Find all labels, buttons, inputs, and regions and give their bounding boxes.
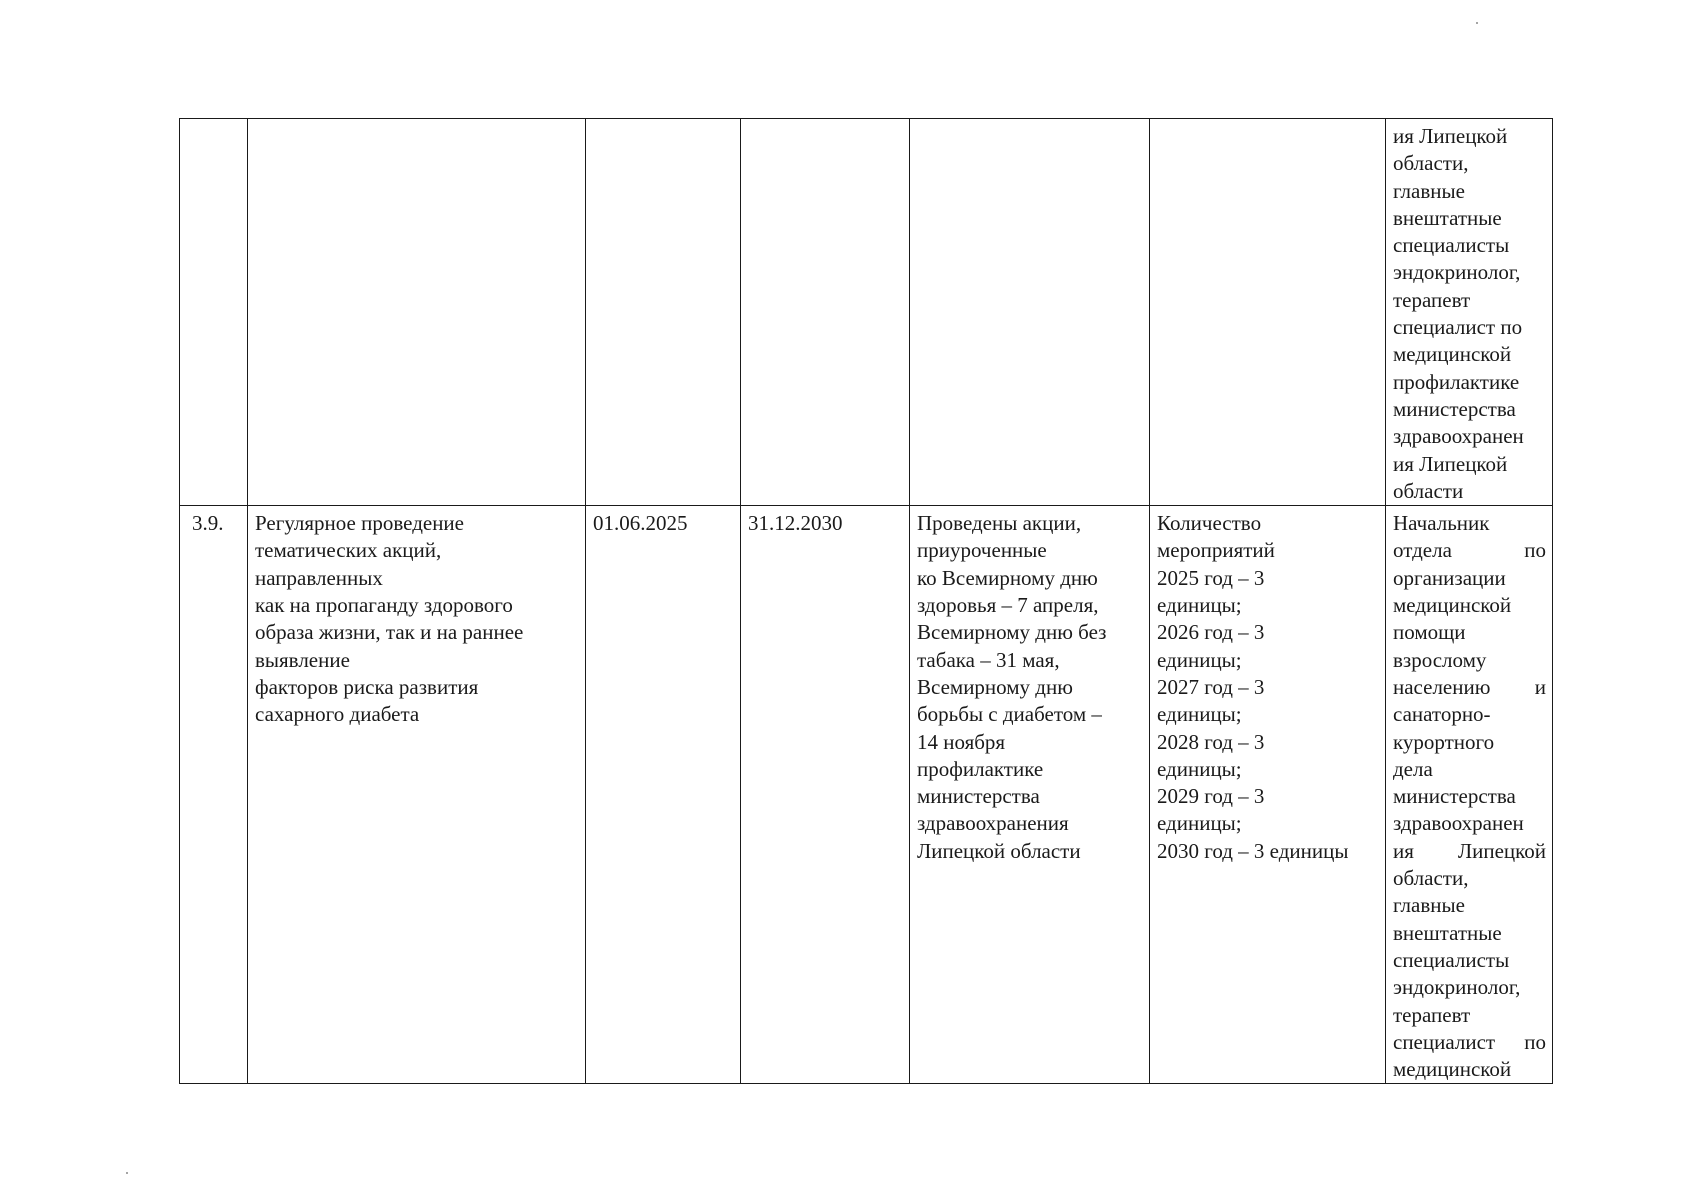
text-line: здоровья – 7 апреля, — [917, 593, 1099, 618]
text-line: Липецкой области — [917, 838, 1081, 863]
cell-event — [248, 506, 586, 1084]
table-row-3-9 — [180, 506, 1553, 1084]
text-line: ия Липецкой — [1393, 124, 1508, 148]
text-line: главные — [1393, 178, 1465, 203]
text-line: единицы; — [1157, 647, 1242, 672]
text-line: Начальник — [1393, 511, 1490, 536]
cell-indicator — [1150, 506, 1386, 1084]
text-line: 2028 год – 3 — [1157, 729, 1265, 754]
word: населению — [1393, 674, 1491, 699]
cell-event-empty — [248, 119, 586, 506]
text-line: внештатные — [1393, 205, 1502, 230]
text-line: единицы; — [1157, 593, 1242, 618]
text-line: 2026 год – 3 — [1157, 620, 1265, 645]
word: отдела — [1393, 538, 1452, 563]
text-line: профилактике — [917, 756, 1044, 781]
table-row-continuation — [180, 119, 1553, 506]
justified-line — [1393, 1029, 1546, 1056]
text-line: единицы; — [1157, 811, 1242, 836]
text-line: Проведены акции, — [917, 511, 1082, 536]
text-line: эндокринолог, — [1393, 975, 1521, 1000]
text-line: министерства — [1393, 396, 1516, 421]
text-line: министерства — [917, 784, 1040, 809]
cell-number — [180, 506, 248, 1084]
word: ия — [1393, 838, 1414, 863]
text-line: мероприятий — [1157, 538, 1275, 563]
text-line: помощи — [1393, 620, 1466, 645]
cell-end-date — [741, 506, 910, 1084]
text-line: организации — [1393, 565, 1506, 590]
text-line: как на пропаганду здорового — [255, 593, 513, 618]
cell-result — [910, 506, 1150, 1084]
justified-line — [1393, 537, 1546, 564]
word: и — [1534, 674, 1546, 699]
text-line: 2030 год – 3 единицы — [1157, 838, 1349, 863]
text-line: Регулярное проведение — [255, 511, 464, 536]
text-line: специалист по — [1393, 315, 1523, 340]
text-line: специалисты — [1393, 233, 1510, 258]
scan-speck — [1476, 22, 1478, 24]
text-line: выявление — [255, 647, 350, 672]
text-line: ко Всемирному дню — [917, 565, 1098, 590]
text-line: санаторно- — [1393, 702, 1491, 727]
cell-indicator-empty — [1150, 119, 1386, 506]
text-line: медицинской — [1393, 342, 1512, 367]
text-line: здравоохранения — [917, 811, 1069, 836]
text-line: здравоохранен — [1393, 424, 1524, 449]
text-line: направленных — [255, 565, 383, 590]
text-line: 14 ноября — [917, 729, 1006, 754]
cell-end-empty — [741, 119, 910, 506]
end-date: 31.12.2030 — [748, 511, 843, 536]
text-line: главные — [1393, 893, 1465, 918]
word: по — [1524, 538, 1546, 563]
text-line: Количество — [1157, 511, 1262, 536]
cell-responsible — [1386, 506, 1553, 1084]
text-line: единицы; — [1157, 702, 1242, 727]
text-line: курортного — [1393, 729, 1495, 754]
text-line: медицинской — [1393, 593, 1512, 618]
justified-line — [1393, 838, 1546, 865]
scan-speck — [126, 1172, 128, 1174]
cell-result-empty — [910, 119, 1150, 506]
text-line: 2027 год – 3 — [1157, 674, 1265, 699]
text-line: терапевт — [1393, 1002, 1471, 1027]
text-line: дела — [1393, 756, 1433, 781]
text-line: единицы; — [1157, 756, 1242, 781]
text-line: области, — [1393, 151, 1469, 176]
text-line: здравоохранен — [1393, 811, 1524, 836]
text-line: приуроченные — [917, 538, 1047, 563]
item-number: 3.9. — [192, 511, 224, 536]
measures-table — [179, 118, 1553, 1084]
justified-line — [1393, 674, 1546, 701]
word: по — [1524, 1029, 1546, 1054]
start-date: 01.06.2025 — [593, 511, 688, 536]
text-line: тематических акций, — [255, 538, 442, 563]
cell-start-empty — [586, 119, 741, 506]
text-line: факторов риска развития — [255, 674, 479, 699]
text-line: терапевт — [1393, 287, 1471, 312]
text-line: внештатные — [1393, 920, 1502, 945]
text-line: эндокринолог, — [1393, 260, 1521, 285]
cell-responsible-continuation — [1386, 119, 1553, 506]
text-line: области, — [1393, 866, 1469, 891]
text-line: Всемирному дню без — [917, 620, 1107, 645]
text-line: медицинской — [1393, 1057, 1512, 1082]
text-line: Всемирному дню — [917, 674, 1073, 699]
cell-number-empty — [180, 119, 248, 506]
text-line: образа жизни, так и на раннее — [255, 620, 524, 645]
text-line: взрослому — [1393, 647, 1487, 672]
text-line: профилактике — [1393, 369, 1520, 394]
text-line: 2029 год – 3 — [1157, 784, 1265, 809]
text-line: ия Липецкой — [1393, 451, 1508, 476]
text-line: области — [1393, 478, 1464, 503]
text-line: министерства — [1393, 784, 1516, 809]
cell-start-date — [586, 506, 741, 1084]
word: Липецкой — [1457, 838, 1546, 863]
text-line: сахарного диабета — [255, 702, 420, 727]
text-line: специалисты — [1393, 947, 1510, 972]
text-line: табака – 31 мая, — [917, 647, 1060, 672]
text-line: 2025 год – 3 — [1157, 565, 1265, 590]
text-line: борьбы с диабетом – — [917, 702, 1102, 727]
word: специалист — [1393, 1029, 1496, 1054]
